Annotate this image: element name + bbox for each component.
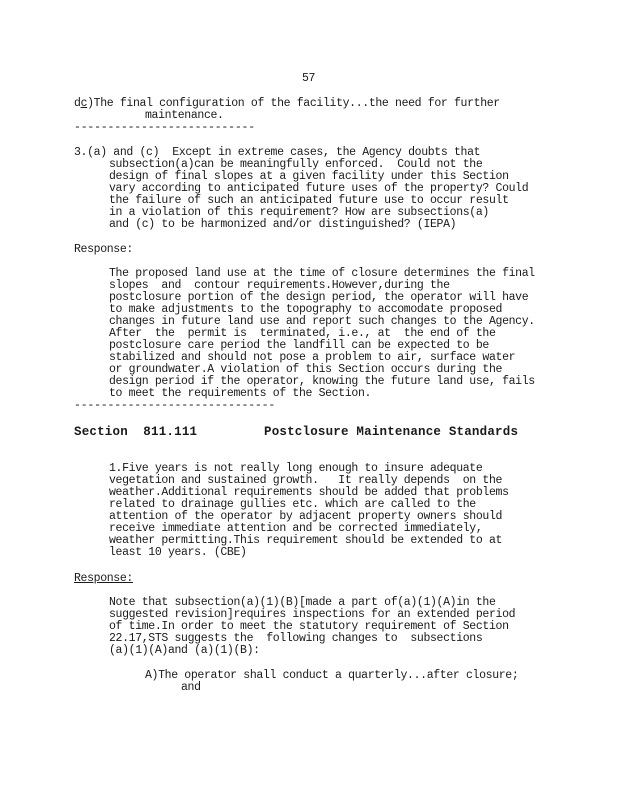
top-item-line-1 bbox=[74, 98, 500, 110]
response-1-label: Response: bbox=[74, 243, 133, 256]
q3-line-4: vary according to anticipated future uses of the property? Could bbox=[109, 182, 529, 195]
item-1-line-2: vegetation and sustained growth. It really depends on the bbox=[109, 474, 503, 487]
section-title: Postclosure Maintenance Standards bbox=[264, 425, 519, 439]
response-1-line-9: or groundwater.A violation of this Section occurs during the bbox=[109, 363, 503, 376]
item-1-line-5: attention of the operator by adjacent property owners should bbox=[109, 510, 503, 523]
item-1-line-1: 1.Five years is not really long enough to insure adequate bbox=[109, 462, 483, 475]
response-1-line-4: to make adjustments to the topography to accomodate proposed bbox=[109, 303, 503, 316]
separator-rule-long: ------------------------------ bbox=[74, 399, 276, 412]
top-item-line-2: maintenance. bbox=[145, 109, 224, 122]
response-1-line-5: changes in future land use and report such changes to the Agency. bbox=[109, 315, 535, 328]
item-1-line-7: weather permitting.This requirement should be extended to at bbox=[109, 534, 503, 547]
q3-line-6: in a violation of this requirement? How are subsections(a) bbox=[109, 206, 489, 219]
q3-line-7: and (c) to be harmonized and/or distinguished? (IEPA) bbox=[109, 218, 457, 231]
response-2-line-2: suggested revision]requires inspections for an extended period bbox=[109, 608, 516, 621]
response-1-line-10: design period if the operator, knowing the future land use, fails bbox=[109, 375, 535, 388]
top-item-text: )The final configuration of the facility...the need for further bbox=[87, 97, 500, 110]
q3-line-3: design of final slopes at a given facility under this Section bbox=[109, 170, 509, 183]
top-item-prefix: d bbox=[74, 97, 81, 110]
response-1-line-8: stabilized and should not pose a problem to air, surface water bbox=[109, 351, 516, 364]
section-number: Section 811.111 bbox=[74, 425, 198, 439]
item-1-line-8: least 10 years. (CBE) bbox=[109, 546, 247, 559]
response-1-line-2: slopes and contour requirements.However,during the bbox=[109, 279, 450, 292]
q3-line-5: the failure of such an anticipated future use to occur result bbox=[109, 194, 509, 207]
item-1-line-4: related to drainage gullies etc. which are called to the bbox=[109, 498, 476, 511]
top-item-underlined-letter: c bbox=[80, 97, 88, 110]
response-1-line-1: The proposed land use at the time of closure determines the final bbox=[109, 267, 535, 280]
item-1-line-6: receive immediate attention and be corrected immediately, bbox=[109, 522, 483, 535]
response-1-line-11: to meet the requirements of the Section. bbox=[109, 387, 372, 400]
item-1-line-3: weather.Additional requirements should be added that problems bbox=[109, 486, 509, 499]
separator-rule-short: --------------------------- bbox=[74, 121, 255, 134]
page-number: 57 bbox=[302, 72, 316, 85]
suggested-a-line-1: A)The operator shall conduct a quarterly...after closure; bbox=[145, 669, 519, 682]
q3-line-1: 3.(a) and (c) Except in extreme cases, the Agency doubts that bbox=[74, 146, 481, 159]
response-2-line-1: Note that subsection(a)(1)(B)[made a part of(a)(1)(A)in the bbox=[109, 596, 496, 609]
response-2-line-4: 22.17,STS suggests the following changes to subsections bbox=[109, 632, 483, 645]
q3-line-2: subsection(a)can be meaningfully enforced. Could not the bbox=[109, 158, 483, 171]
response-2-label: Response: bbox=[74, 572, 133, 585]
response-2-line-3: of time.In order to meet the statutory requirement of Section bbox=[109, 620, 509, 633]
response-1-line-7: postclosure care period the landfill can be expected to be bbox=[109, 339, 489, 352]
response-2-line-5: (a)(1)(A)and (a)(1)(B): bbox=[109, 644, 260, 657]
suggested-a-line-2: and bbox=[181, 681, 201, 694]
response-1-line-6: After the permit is terminated, i.e., at the end of the bbox=[109, 327, 496, 340]
response-1-line-3: postclosure portion of the design period, the operator will have bbox=[109, 291, 529, 304]
